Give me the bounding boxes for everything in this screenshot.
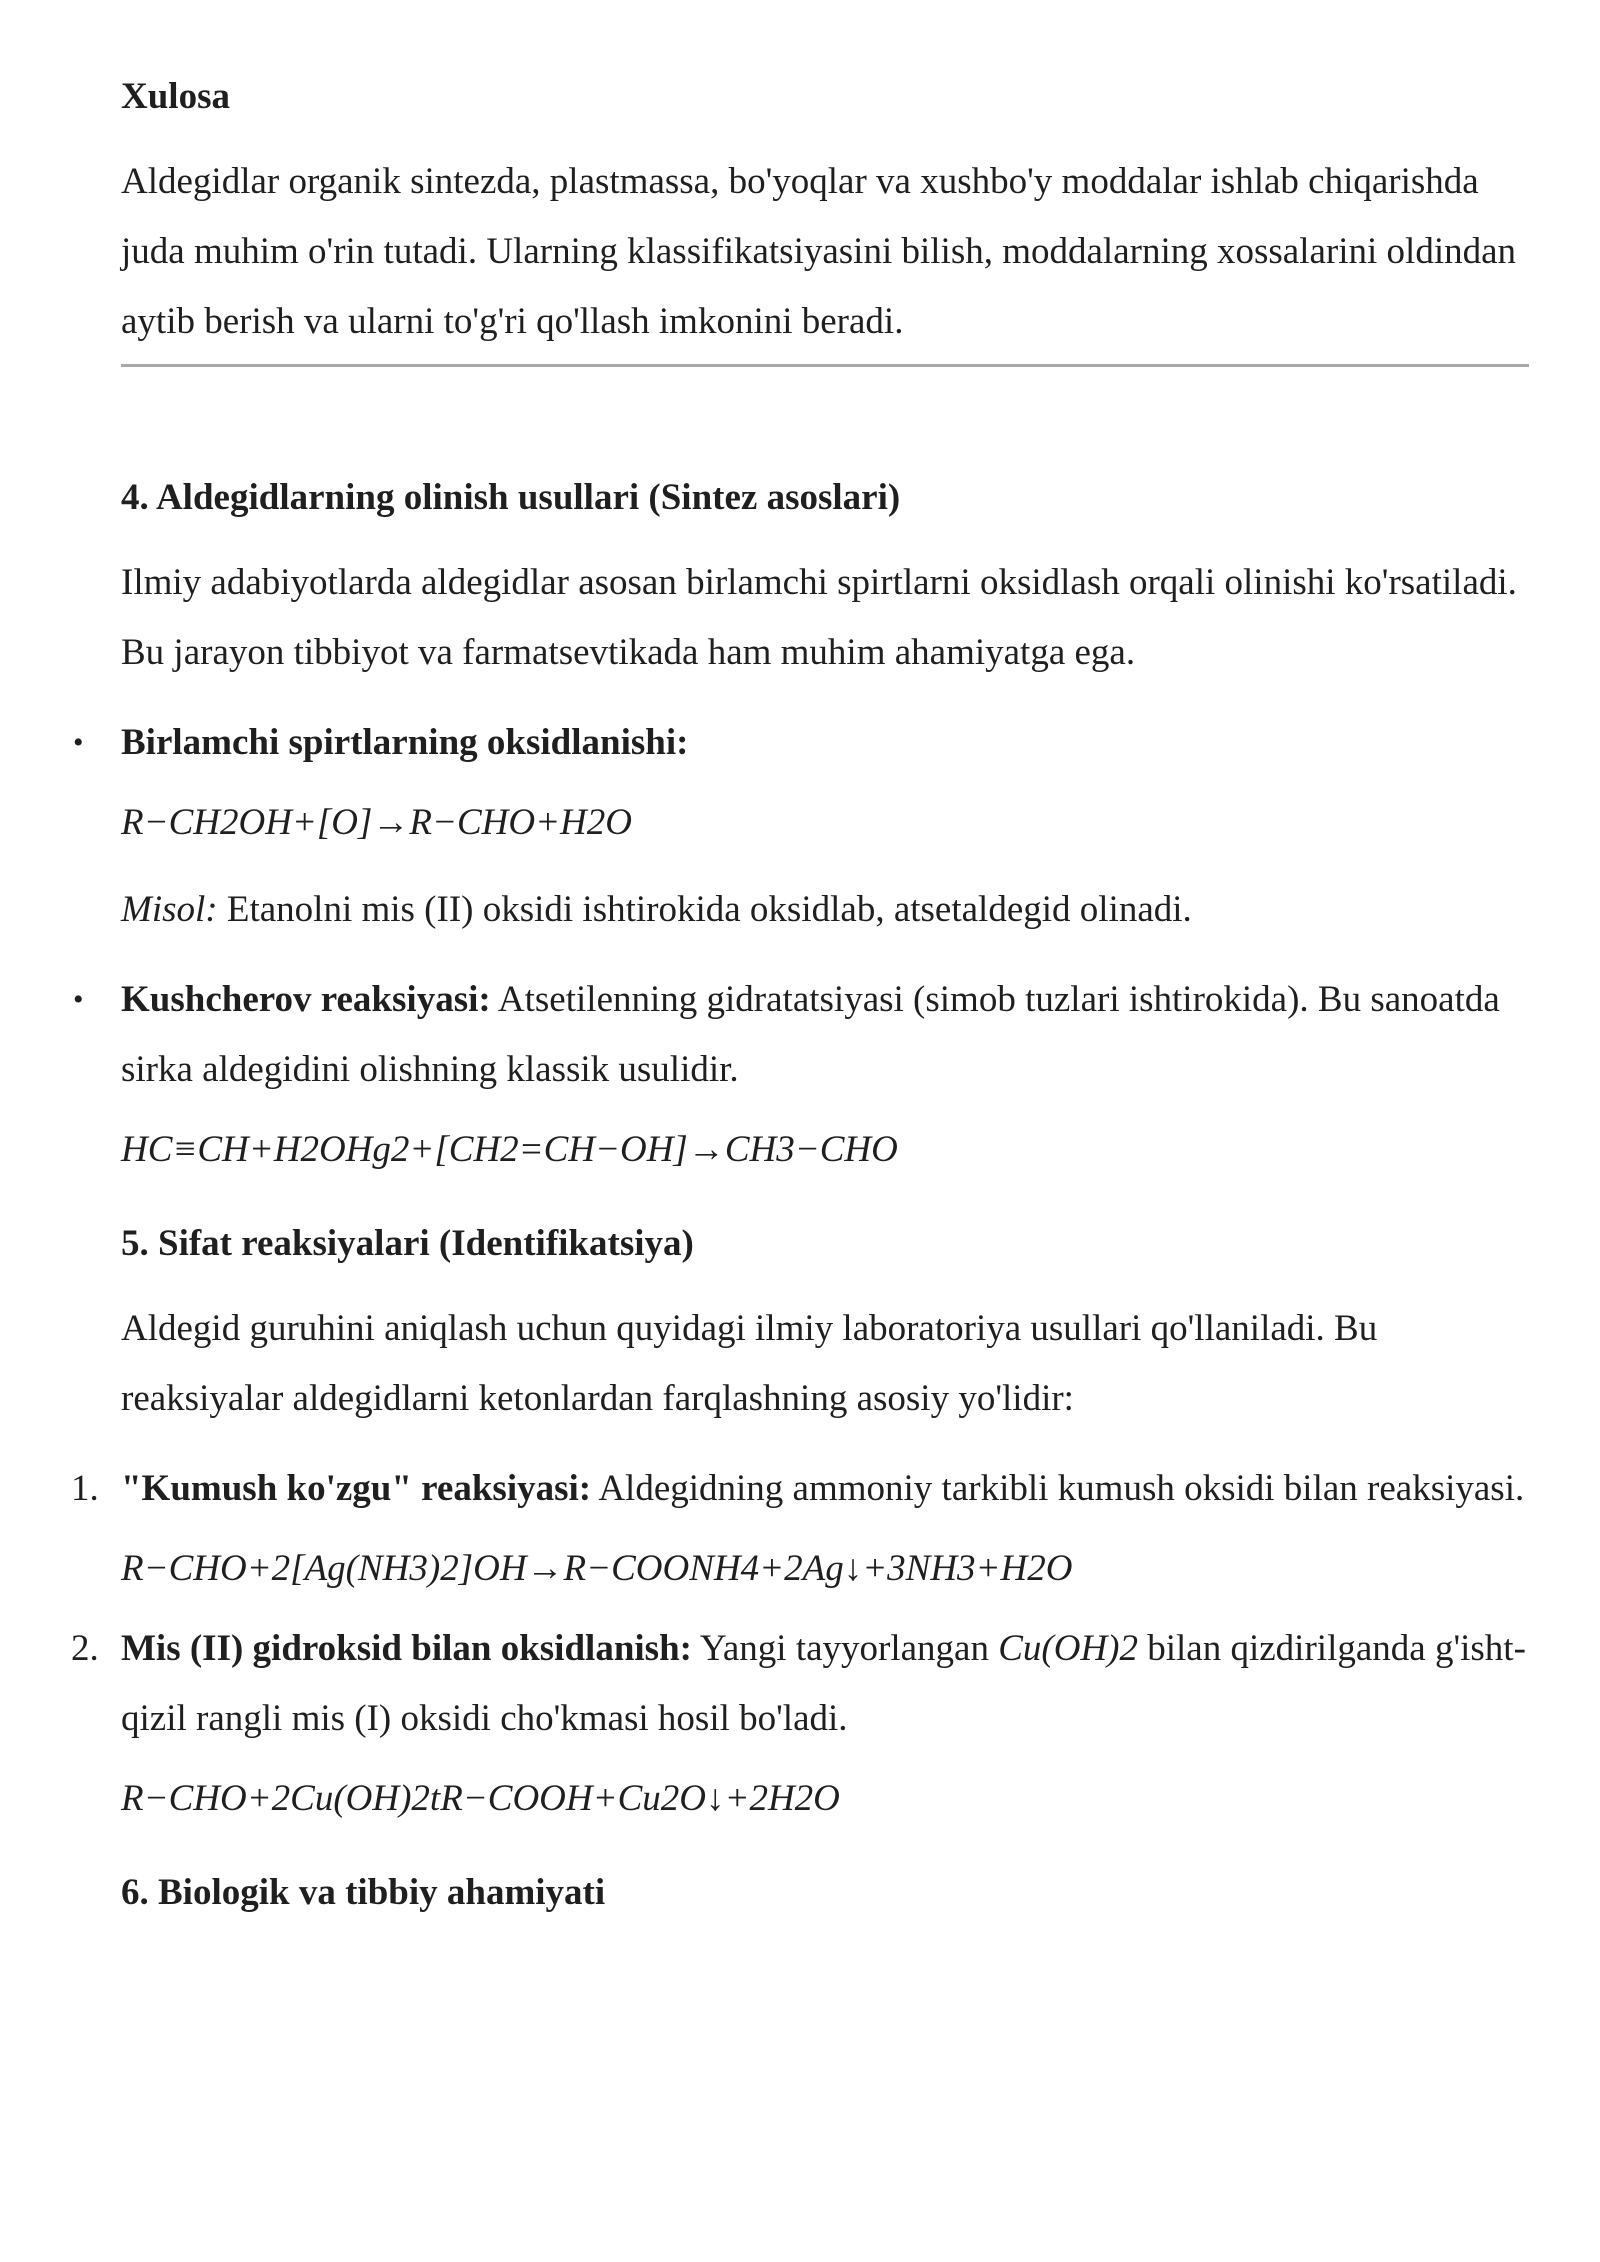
example-label: Misol: — [121, 889, 218, 930]
reaction-formula: R−CHO+2[Ag(NH3)2]OH→R−COONH4+2Ag↓+3NH3+H2O — [121, 1548, 1073, 1589]
example-text — [121, 875, 1529, 945]
list-item-body: Atsetilenning gidratatsiyasi (simob tuzlari ishtirokida). Bu sanoatda sirka aldegidini olishning klassik usulidir. — [121, 979, 1500, 1090]
section5-intro: Aldegid guruhini aniqlash uchun quyidagi ilmiy laboratoriya usullari qo'llaniladi. Bu reaksiyalar aldegidlarni ketonlardan farqlashning asosiy yo'lidir: — [121, 1308, 1378, 1419]
conclusion-paragraph: Aldegidlar organik sintezda, plastmassa, bo'yoqlar va xushbo'y moddalar ishlab chiqarishda juda muhim o'rin tutadi. Ularning klassifikatsiyasini bilish, moddalarning xossalarini oldindan aytib berish va ularni to'g'ri qo'llash imkonini beradi. — [121, 161, 1517, 342]
example-body: Etanolni mis (II) oksidi ishtirokida oksidlab, atsetaldegid olinadi. — [217, 889, 1192, 930]
list-item-text — [121, 1454, 1529, 1524]
section4-heading: 4. Aldegidlarning olinish usullari (Sintez asoslari) — [121, 477, 901, 518]
reaction-formula: HC≡CH+H2OHg2+[CH2=CH−OH]→CH3−CHO — [121, 1129, 898, 1170]
list-item — [73, 708, 1529, 778]
bullet-marker: • — [73, 726, 84, 759]
list-item — [73, 965, 1529, 1105]
list-item — [71, 1454, 1529, 1524]
list-number: 2. — [71, 1628, 99, 1669]
list-item-title: Kushcherov reaksiyasi: — [121, 979, 491, 1020]
list-item-text — [121, 1614, 1529, 1754]
list-item-title: Mis (II) gidroksid bilan oksidlanish: — [121, 1628, 692, 1669]
document-content — [71, 72, 1529, 1918]
list-item-body-end: bilan qizdirilganda g'isht-qizil rangli mis (I) oksidi cho'kmasi hosil bo'ladi. — [121, 1628, 1526, 1739]
reaction-formula: R−CH2OH+[O]→R−CHO+H2O — [121, 802, 632, 843]
list-item-body: Aldegidning ammoniy tarkibli kumush oksidi bilan reaksiyasi. — [591, 1468, 1525, 1509]
list-item-title: Birlamchi spirtlarning oksidlanishi: — [121, 722, 689, 763]
section6-heading: 6. Biologik va tibbiy ahamiyati — [121, 1872, 606, 1913]
inline-formula: Cu(OH)2 — [998, 1628, 1138, 1669]
list-item-text — [121, 708, 1529, 778]
bullet-marker: • — [73, 983, 84, 1016]
conclusion-heading: Xulosa — [121, 76, 230, 117]
list-item — [71, 1614, 1529, 1754]
section5-heading: 5. Sifat reaksiyalari (Identifikatsiya) — [121, 1223, 694, 1264]
reaction-formula: R−CHO+2Cu(OH)2tR−COOH+Cu2O↓+2H2O — [121, 1778, 840, 1819]
list-number: 1. — [71, 1468, 99, 1509]
list-item-body: Yangi tayyorlangan — [691, 1628, 999, 1669]
list-item-text — [121, 965, 1529, 1105]
list-item-title: "Kumush ko'zgu" reaksiyasi: — [121, 1468, 592, 1509]
section4-intro: Ilmiy adabiyotlarda aldegidlar asosan birlamchi spirtlarni oksidlash orqali olinishi ko'rsatiladi. Bu jarayon tibbiyot va farmatsevtikada ham muhim ahamiyatga ega. — [121, 562, 1517, 673]
